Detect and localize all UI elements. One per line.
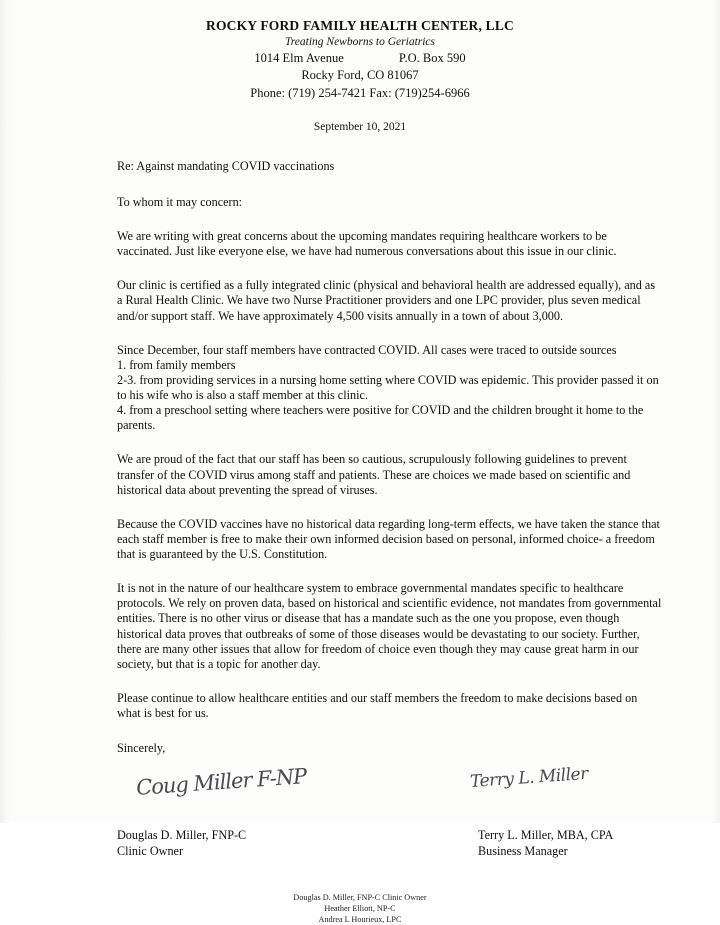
paragraph-5: It is not in the nature of our healthcare system to embrace governmental mandates specific to healthcare protocols. We rely on proven data, based on historical and scientific evidence, not mandates from governmental entities. There is no other virus or disease that has a mandate such as the one you propose, even though historical data proves that outbreaks of some of those diseases would be devastating to our society. Further, there are many other issues that allow for freedom of choice even though they may cause great harm in our society, but that is a topic for another day. xyxy=(117,581,662,671)
signer-left-name: Douglas D. Miller, FNP-C xyxy=(117,828,247,843)
signer-left xyxy=(117,828,246,859)
address-street: 1014 Elm Avenue xyxy=(254,51,344,65)
paragraph-6: Please continue to allow healthcare entities and our staff members the freedom to make decisions based on what is best for us. xyxy=(117,690,638,720)
letterhead xyxy=(0,0,720,101)
signers-row xyxy=(0,828,720,866)
address-pobox: P.O. Box 590 xyxy=(398,51,466,65)
paragraph-1: We are writing with great concerns about the upcoming mandates requiring healthcare workers to be vaccinated. Just like everyone else, we have had numerous conversations about this issue in our clinic. xyxy=(117,229,617,259)
signature-left: Coug Miller F-NP xyxy=(135,764,308,801)
signer-left-title: Clinic Owner xyxy=(117,843,184,858)
footer-staff-list xyxy=(0,892,720,925)
letter-body xyxy=(117,159,662,721)
clinic-name: ROCKY FORD FAMILY HEALTH CENTER, LLC xyxy=(206,18,514,33)
covid-item-2: 2-3. from providing services in a nursing home setting where COVID was epidemic. This provider passed it on to his wife who is also a staff member at this clinic. xyxy=(117,372,659,402)
salutation: To whom it may concern: xyxy=(117,195,243,209)
paragraph-3: We are proud of the fact that our staff has been so cautious, scrupulously following guidelines to prevent transfer of the COVID virus among staff and patients. These are choices we made based on scientific and historical data about preventing the spread of viruses. xyxy=(117,452,631,497)
signer-right-title: Business Manager xyxy=(478,843,568,858)
subject-line: Re: Against mandating COVID vaccinations xyxy=(117,159,335,173)
closing-line: Sincerely, xyxy=(117,741,166,756)
footer-line-3: Andrea L Hourieux, LPC xyxy=(318,915,402,925)
address-row xyxy=(0,51,720,66)
footer-line-1: Douglas D. Miller, FNP-C Clinic Owner xyxy=(293,893,427,903)
paragraph-2: Our clinic is certified as a fully integrated clinic (physical and behavioral health are addressed equally), and as a Rural Health Clinic. We have two Nurse Practitioner providers and one LPC provider, plus seven medical and/or support staff. We have approximately 4,500 visits annually in a town of about 3,000. xyxy=(117,278,656,323)
paragraph-4: Because the COVID vaccines have no historical data regarding long-term effects, we have taken the stance that each staff member is free to make their own informed decision based on personal, informed choice- a freedom that is guaranteed by the U.S. Constitution. xyxy=(117,516,660,561)
covid-item-1: 1. from family members xyxy=(117,357,236,372)
clinic-tagline: Treating Newborns to Geriatrics xyxy=(284,36,436,48)
signer-right xyxy=(478,828,613,859)
letter-date: September 10, 2021 xyxy=(313,121,407,133)
paragraph-covid-cases xyxy=(117,343,662,434)
signature-block xyxy=(0,764,720,826)
footer-line-2: Heather Elliott, NP-C xyxy=(324,904,396,914)
covid-item-3: 4. from a preschool setting where teachers were positive for COVID and the children brought it home to the parents. xyxy=(117,403,644,433)
signature-right: Terry L. Miller xyxy=(469,764,589,793)
signer-right-name: Terry L. Miller, MBA, CPA xyxy=(478,828,614,843)
phone-fax-line: Phone: (719) 254-7421 Fax: (719)254-6966 xyxy=(250,86,470,100)
address-city-state-zip: Rocky Ford, CO 81067 xyxy=(301,68,419,82)
covid-intro: Since December, four staff members have contracted COVID. All cases were traced to outside sources xyxy=(117,342,617,357)
